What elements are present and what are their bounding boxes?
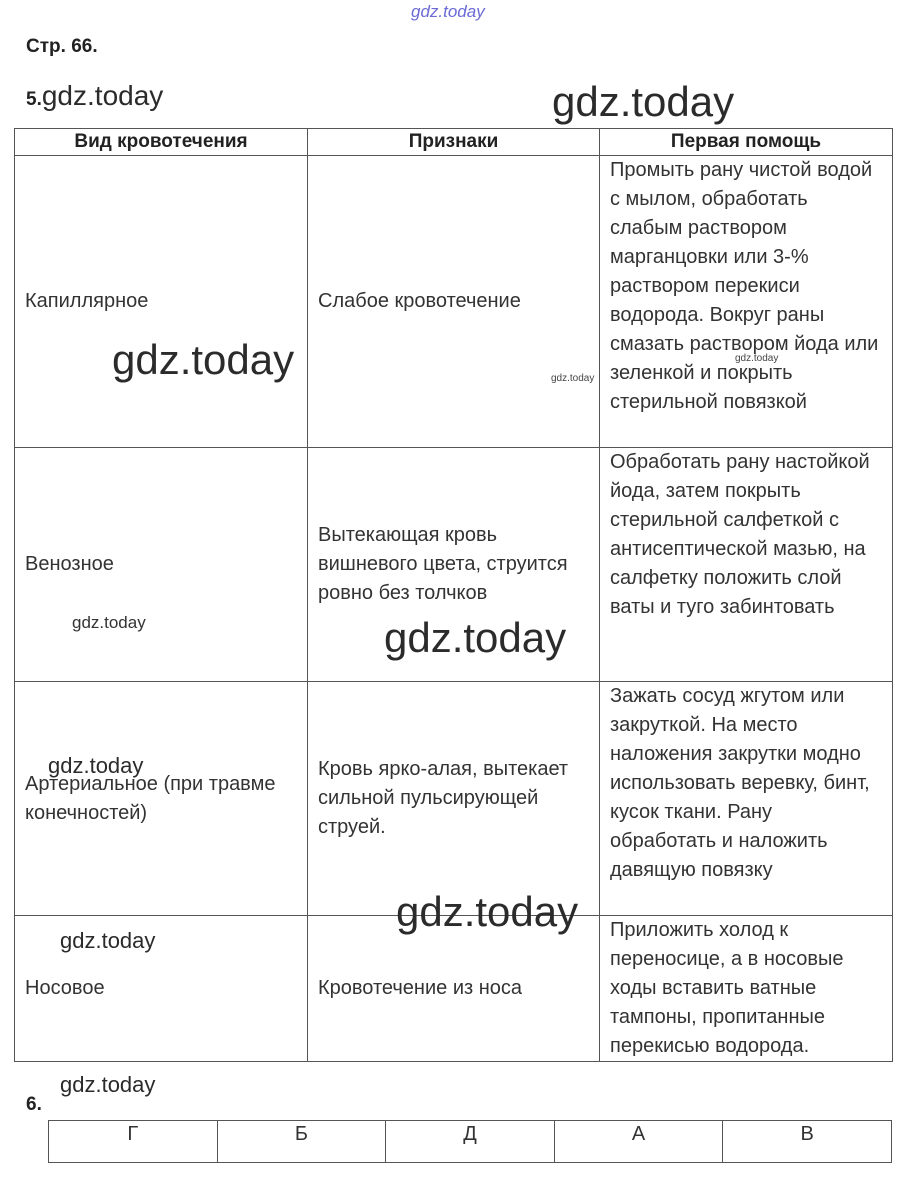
page-label: Стр. 66. <box>26 36 98 57</box>
table-row <box>15 682 893 916</box>
watermark-task5: gdz.today <box>41 80 164 111</box>
header-signs: Признаки <box>308 129 600 156</box>
cell-type: Артериальное (при травме конечностей) <box>15 682 308 916</box>
watermark-big-capillary: gdz.today <box>112 336 295 383</box>
cell-signs: Кровотечение из носа <box>308 916 600 1062</box>
cell-first-aid: Приложить холод к переносице, а в носовые ходы вставить ватные тампоны, пропитанные перекисью водорода. <box>600 916 893 1062</box>
watermark-venous: gdz.today <box>72 613 146 632</box>
answer-cell: А <box>554 1121 723 1163</box>
table-row <box>15 156 893 448</box>
answers-table <box>48 1120 892 1163</box>
cell-signs: Вытекающая кровь вишневого цвета, струится ровно без толчков <box>308 448 600 682</box>
watermark-big-venous: gdz.today <box>384 614 567 661</box>
table-header-row <box>15 129 893 156</box>
answer-cell: В <box>723 1121 892 1163</box>
header-first-aid: Первая помощь <box>600 129 893 156</box>
cell-first-aid: Промыть рану чистой водой с мылом, обработать слабым раствором марганцовки или 3-% раствором перекиси водорода. Вокруг раны смазать раствором йода или зеленкой и покрыть стерильной повязкой <box>600 156 893 448</box>
cell-first-aid: Зажать сосуд жгутом или закруткой. На место наложения закрутки модно использовать веревку, бинт, кусок ткани. Рану обработать и наложить давящую повязку <box>600 682 893 916</box>
cell-type: Венозное <box>15 448 308 682</box>
answer-cell: Г <box>49 1121 218 1163</box>
task-6-number: 6. <box>26 1094 42 1115</box>
watermark-big-header: gdz.today <box>552 78 735 125</box>
answers-row <box>49 1121 892 1163</box>
watermark-tiny-1: gdz.today <box>551 373 595 384</box>
task-5-number: 5. <box>26 89 42 110</box>
header-type: Вид кровотечения <box>15 129 308 156</box>
cell-type: Носовое <box>15 916 308 1062</box>
cell-signs: Кровь ярко-алая, вытекает сильной пульсирующей струей. <box>308 682 600 916</box>
watermark-arterial: gdz.today <box>48 753 144 778</box>
watermark-tiny-2: gdz.today <box>735 353 779 364</box>
watermark-task6: gdz.today <box>60 1072 156 1097</box>
watermark-nasal: gdz.today <box>60 928 156 953</box>
cell-first-aid: Обработать рану настойкой йода, затем покрыть стерильной салфеткой с антисептической мазью, на салфетку положить слой ваты и туго забинтовать <box>600 448 893 682</box>
answer-cell: Б <box>217 1121 386 1163</box>
cell-signs: Слабое кровотечение <box>308 156 600 448</box>
task-5-heading <box>26 80 163 112</box>
watermark-big-arterial: gdz.today <box>396 888 579 935</box>
watermark-top: gdz.today <box>411 2 485 21</box>
answer-cell: Д <box>386 1121 555 1163</box>
cell-type: Капиллярное <box>15 156 308 448</box>
